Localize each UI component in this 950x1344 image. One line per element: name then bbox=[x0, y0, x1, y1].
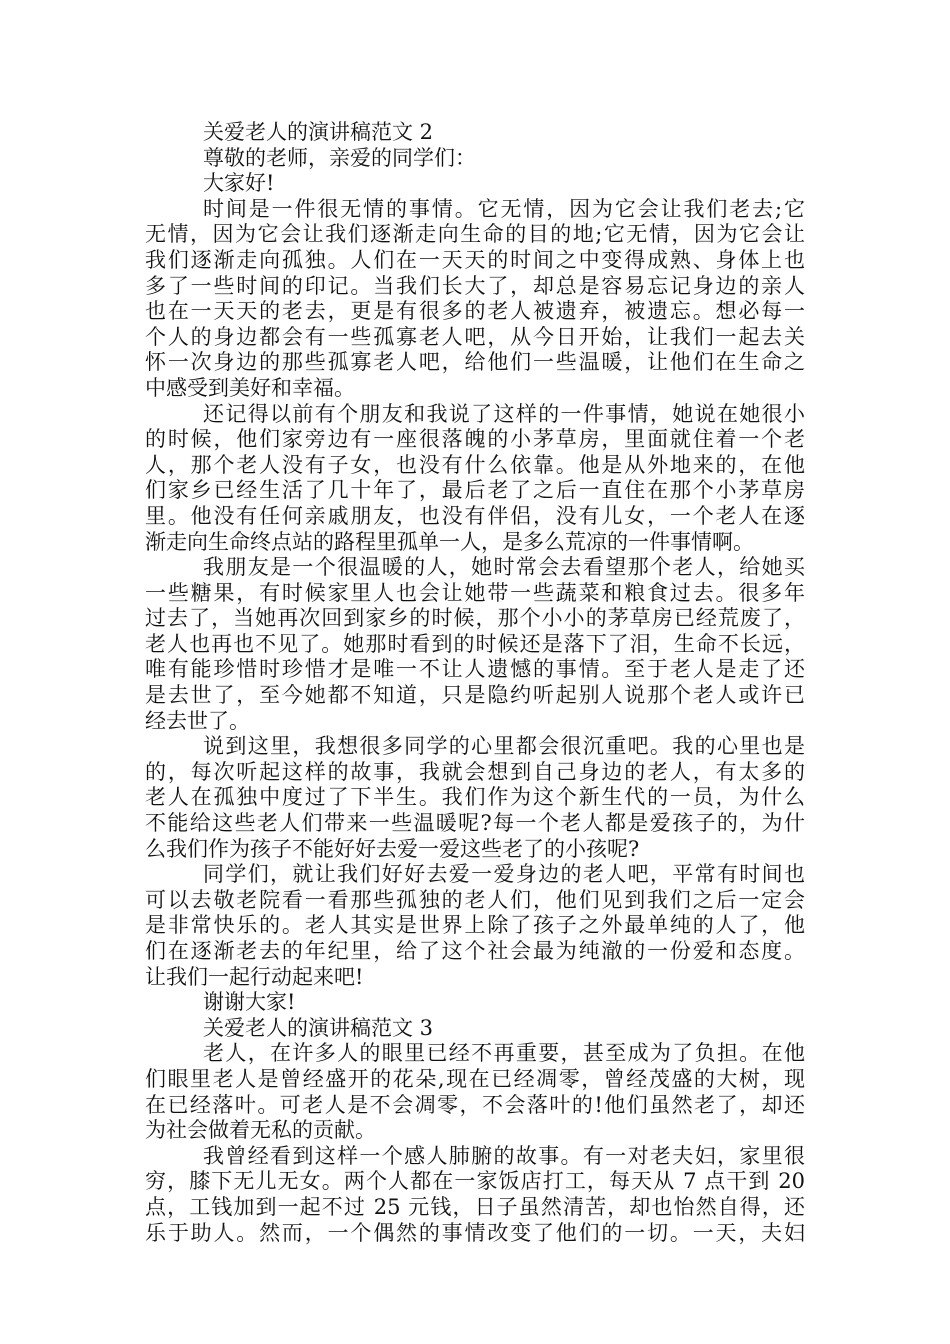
text-line: 谢谢大家! bbox=[203, 990, 296, 1015]
text-line: 可以去敬老院看一看那些孤独的老人们，他们见到我们之后一定会 bbox=[145, 887, 805, 912]
text-line: 怀一次身边的那些孤寡老人吧，给他们一些温暖，让他们在生命之 bbox=[145, 350, 805, 375]
text-line: 在已经落叶。可老人是不会凋零，不会落叶的!他们虽然老了，却还 bbox=[145, 1092, 805, 1117]
text-line: 不能给这些老人们带来一些温暖呢?每一个老人都是爱孩子的，为什 bbox=[145, 811, 805, 836]
text-line: 关爱老人的演讲稿范文 2 bbox=[203, 120, 434, 144]
text-line: 中感受到美好和幸福。 bbox=[145, 375, 355, 400]
text-line: 么我们作为孩子不能好好去爱一爱这些老了的小孩呢? bbox=[145, 836, 640, 861]
text-line: 同学们，就让我们好好去爱一爱身边的老人吧，平常有时间也 bbox=[203, 862, 805, 887]
text-line: 时间是一件很无情的事情。它无情，因为它会让我们老去;它 bbox=[203, 196, 805, 221]
text-line: 大家好! bbox=[203, 171, 275, 196]
text-line: 们家乡已经生活了几十年了，最后老了之后一直住在那个小茅草房 bbox=[145, 478, 805, 503]
text-line: 无情，因为它会让我们逐渐走向生命的目的地;它无情，因为它会让 bbox=[145, 222, 805, 247]
text-line: 我曾经看到这样一个感人肺腑的故事。有一对老夫妇，家里很 bbox=[203, 1143, 805, 1168]
text-line: 老人在孤独中度过了下半生。我们作为这个新生代的一员，为什么 bbox=[145, 785, 805, 810]
text-line: 我们逐渐走向孤独。人们在一天天的时间之中变得成熟、身体上也 bbox=[145, 247, 805, 272]
document-page bbox=[145, 120, 805, 1246]
text-line: 的，每次听起这样的故事，我就会想到自己身边的老人，有太多的 bbox=[145, 759, 805, 784]
text-line: 让我们一起行动起来吧! bbox=[145, 964, 364, 989]
text-line: 是非常快乐的。老人其实是世界上除了孩子之外最单纯的人了，他 bbox=[145, 913, 805, 938]
text-line: 为社会做着无私的贡献。 bbox=[145, 1118, 376, 1143]
text-line: 过去了，当她再次回到家乡的时候，那个小小的茅草房已经荒废了， bbox=[145, 606, 805, 631]
text-line: 一些糖果，有时候家里人也会让她带一些蔬菜和粮食过去。很多年 bbox=[145, 580, 805, 605]
text-line: 穷，膝下无儿无女。两个人都在一家饭店打工，每天从 7 点干到 20 bbox=[145, 1169, 805, 1194]
text-line: 尊敬的老师，亲爱的同学们： bbox=[203, 145, 476, 170]
text-line: 关爱老人的演讲稿范文 3 bbox=[203, 1015, 434, 1040]
text-line: 说到这里，我想很多同学的心里都会很沉重吧。我的心里也是 bbox=[203, 734, 805, 759]
text-line: 们眼里老人是曾经盛开的花朵,现在已经凋零，曾经茂盛的大树，现 bbox=[145, 1066, 805, 1091]
text-line: 老人，在许多人的眼里已经不再重要，甚至成为了负担。在他 bbox=[203, 1041, 805, 1066]
text-line: 也在一天天的老去，更是有很多的老人被遗弃，被遗忘。想必每一 bbox=[145, 299, 805, 324]
text-line: 个人的身边都会有一些孤寡老人吧，从今日开始，让我们一起去关 bbox=[145, 324, 805, 349]
document-body bbox=[145, 120, 805, 1246]
text-line: 我朋友是一个很温暖的人，她时常会去看望那个老人，给她买 bbox=[203, 555, 805, 580]
text-line: 渐走向生命终点站的路程里孤单一人，是多么荒凉的一件事情啊。 bbox=[145, 529, 754, 554]
text-line: 多了一些时间的印记。当我们长大了，却总是容易忘记身边的亲人 bbox=[145, 273, 805, 298]
text-line: 还记得以前有个朋友和我说了这样的一件事情，她说在她很小 bbox=[203, 401, 805, 426]
text-line: 人，那个老人没有子女，也没有什么依靠。他是从外地来的，在他 bbox=[145, 452, 805, 477]
text-line: 的时候，他们家旁边有一座很落魄的小茅草房，里面就住着一个老 bbox=[145, 427, 805, 452]
text-line: 点，工钱加到一起不过 25 元钱，日子虽然清苦，却也怡然自得，还 bbox=[145, 1194, 805, 1219]
text-line: 乐于助人。然而，一个偶然的事情改变了他们的一切。一天，夫妇 bbox=[145, 1220, 805, 1245]
text-line: 里。他没有任何亲戚朋友，也没有伴侣，没有儿女，一个老人在逐 bbox=[145, 503, 805, 528]
text-line: 唯有能珍惜时珍惜才是唯一不让人遗憾的事情。至于老人是走了还 bbox=[145, 657, 805, 682]
text-line: 们在逐渐老去的年纪里，给了这个社会最为纯澈的一份爱和态度。 bbox=[145, 939, 805, 963]
text-line: 是去世了，至今她都不知道，只是隐约听起别人说那个老人或许已 bbox=[145, 683, 805, 708]
text-line: 老人也再也不见了。她那时看到的时候还是落下了泪，生命不长远， bbox=[145, 631, 805, 656]
text-line: 经去世了。 bbox=[145, 708, 250, 733]
